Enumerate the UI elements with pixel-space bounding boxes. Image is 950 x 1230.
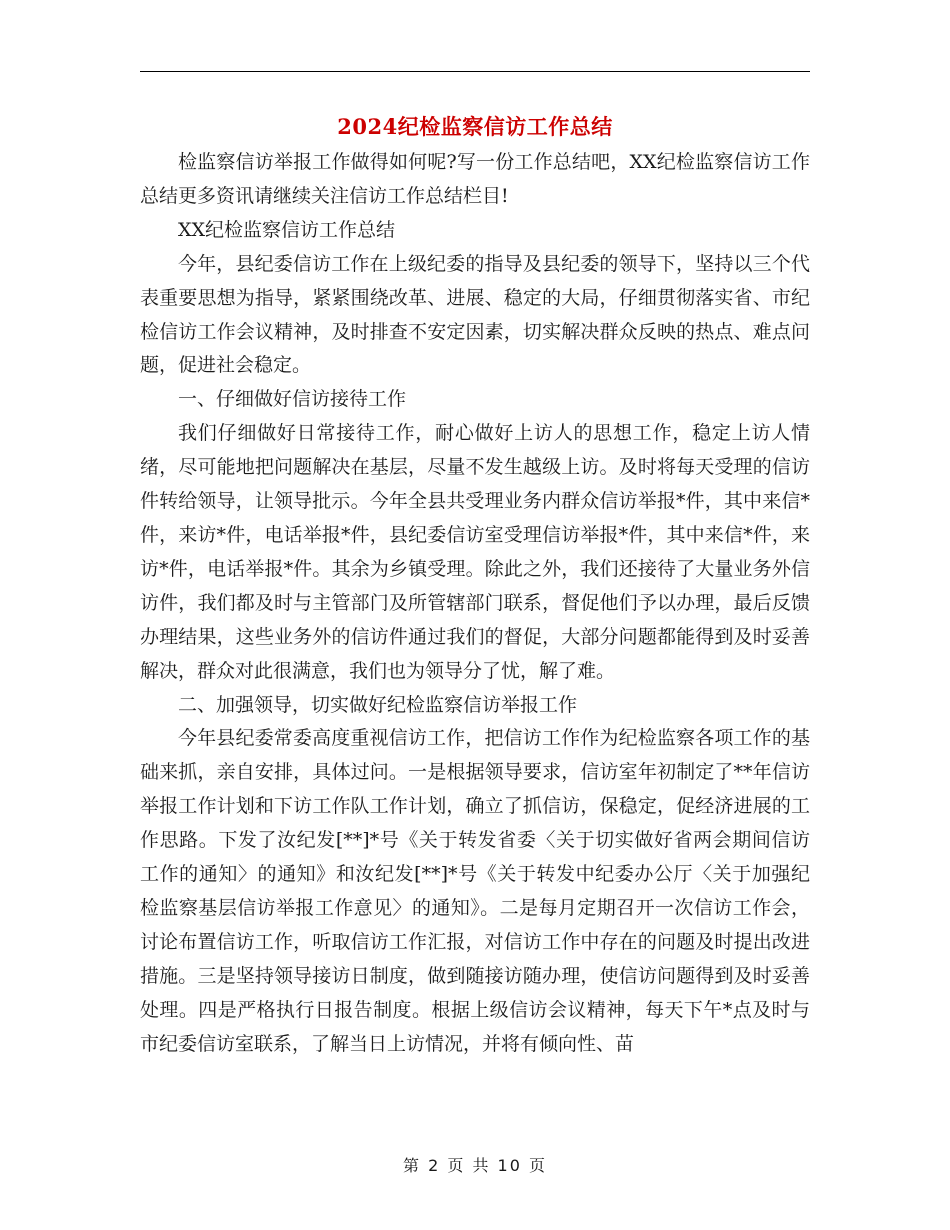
header-rule [140,71,810,72]
document-body [140,146,810,1061]
paragraph-intro: 检监察信访举报工作做得如何呢?写一份工作总结吧，XX纪检监察信访工作总结更多资讯请继续关注信访工作总结栏目! [140,151,810,207]
section-heading-2: 二、加强领导，切实做好纪检监察信访举报工作 [178,693,578,716]
paragraph-section-1: 我们仔细做好日常接待工作，耐心做好上访人的思想工作，稳定上访人情绪，尽可能地把问题解决在基层，尽量不发生越级上访。及时将每天受理的信访件转给领导，让领导批示。今年全县共受理业务内群众信访举报*件，其中来信*件，来访*件，电话举报*件，县纪委信访室受理信访举报*件，其中来信*件，来访*件，电话举报*件。其余为乡镇受理。除此之外，我们还接待了大量业务外信访件，我们都及时与主管部门及所管辖部门联系，督促他们予以办理，最后反馈办理结果，这些业务外的信访件通过我们的督促，大部分问题都能得到及时妥善解决，群众对此很满意，我们也为领导分了忧，解了难。 [140,422,810,682]
paragraph-overview: 今年，县纪委信访工作在上级纪委的指导及县纪委的领导下，坚持以三个代表重要思想为指导，紧紧围绕改革、进展、稳定的大局，仔细贯彻落实省、市纪检信访工作会议精神，及时排查不安定因素，切实解决群众反映的热点、难点问题，促进社会稳定。 [140,252,810,377]
paragraph-section-2: 今年县纪委常委高度重视信访工作，把信访工作作为纪检监察各项工作的基础来抓，亲自安排，具体过问。一是根据领导要求，信访室年初制定了**年信访举报工作计划和下访工作队工作计划，确立了抓信访，保稳定，促经济进展的工作思路。下发了汝纪发[**]*号《关于转发省委〈关于切实做好省两会期间信访工作的通知〉的通知》和汝纪发[**]*号《关于转发中纪委办公厅〈关于加强纪检监察基层信访举报工作意见〉的通知》。二是每月定期召开一次信访工作会，讨论布置信访工作，听取信访工作汇报，对信访工作中存在的问题及时提出改进措施。三是坚持领导接访日制度，做到随接访随办理，使信访问题得到及时妥善处理。四是严格执行日报告制度。根据上级信访会议精神，每天下午*点及时与市纪委信访室联系，了解当日上访情况，并将有倾向性、苗 [140,727,810,1055]
section-heading-1: 一、仔细做好信访接待工作 [178,388,407,411]
page-number: 第 2 页 共 10 页 [403,1156,547,1175]
paragraph-subtitle: XX纪检监察信访工作总结 [178,218,396,241]
document-title: 2024纪检监察信访工作总结 [337,114,613,139]
